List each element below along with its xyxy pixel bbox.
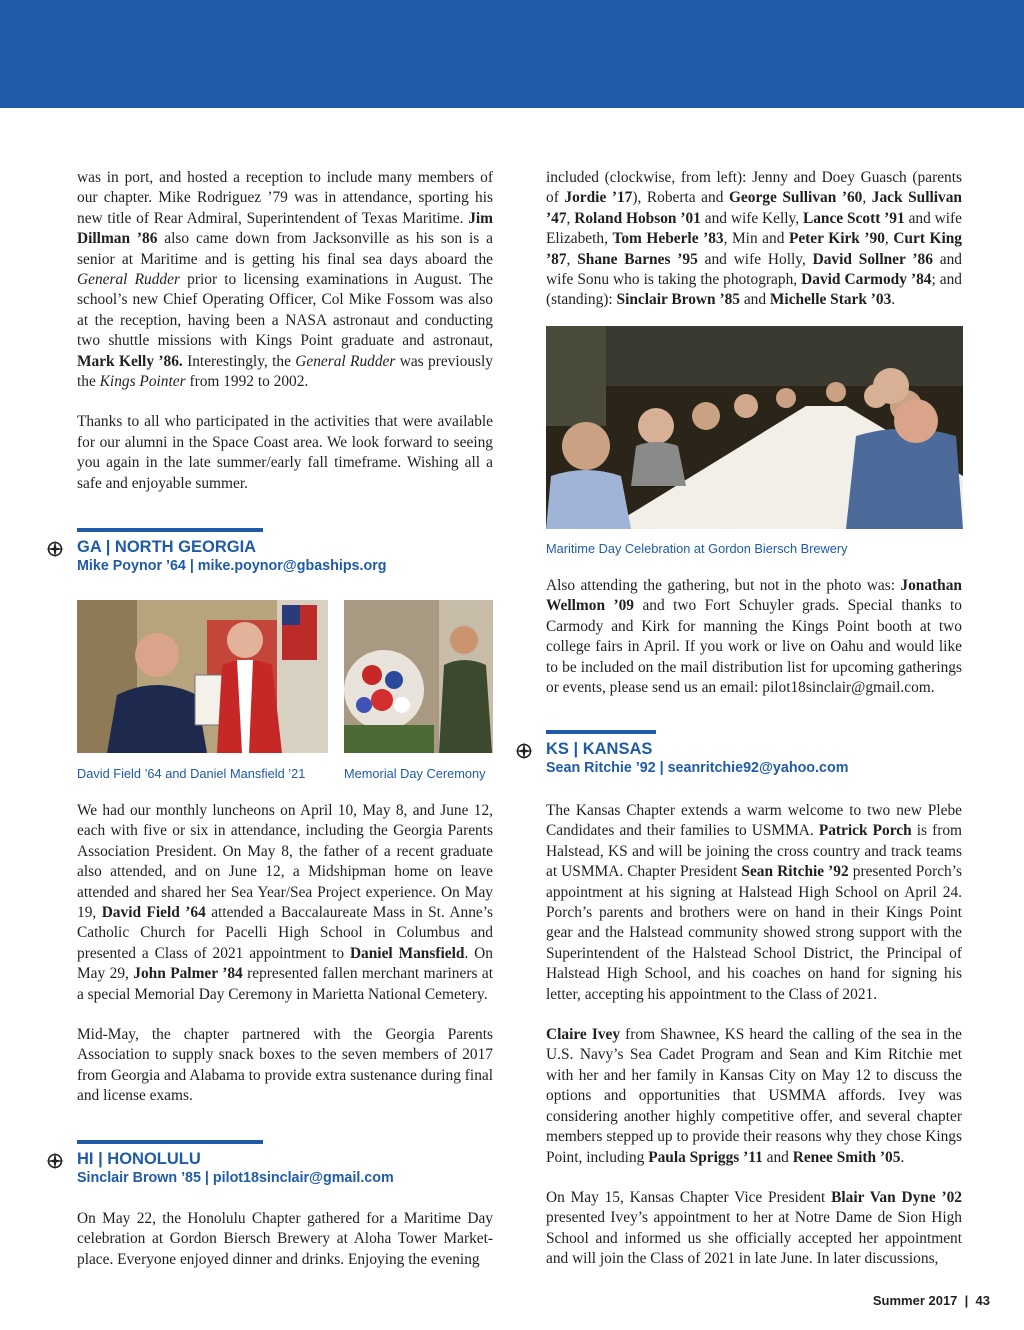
intro-paragraph-2: Thanks to all who participated in the activities that were available for our alumni in the Space Coast area. We look forward to seeing you again in the late summer/early fall timeframe. Wishing all a safe and enjoyable summer. <box>77 413 493 492</box>
section-title: GA | NORTH GEORGIA <box>77 538 257 556</box>
right-column-intro <box>546 168 962 311</box>
caption-memorial-day: Memorial Day Ceremony <box>344 766 486 781</box>
page-number: 43 <box>975 1293 990 1308</box>
page-footer <box>873 1293 990 1308</box>
hi-paragraph-1: On May 22, the Honolulu Chapter gathered for a Maritime Day celebration at Gordon Biersch Brewery at Aloha Tower Market-place. Everyone enjoyed dinner and drinks. Enjoying the evening <box>77 1210 493 1268</box>
right-column-hi-cont <box>546 576 962 698</box>
section-title: HI | HONOLULU <box>77 1150 201 1168</box>
hi-section-header <box>77 1140 497 1190</box>
photo-memorial-day <box>344 600 493 753</box>
photo-field-mansfield <box>77 600 328 753</box>
ks-paragraph-1: The Kansas Chapter extends a warm welcome to two new Plebe Candidates and their families to USMMA. Patrick Porch is from Halstead, KS and will be joining the cross country and track teams at USMMA. Chapter President Sean Ritchie ’92 presented Porch’s appointment at his signing at Halstead High School on April 24. Porch’s parents and brothers were on hand in their Kings Point gear and the Halstead community showed strong support with the Superintendent of the Halstead School District, the Principal of Halstead High School, and his coaches on hand for signing his letter, accepting his appointment to the Class of 2021. <box>546 802 963 1003</box>
intro-paragraph-1: was in port, and hosted a reception to include many members of our chapter. Mike Rodriguez ’79 was in attendance, sporting his new title of Rear Admiral, Superintendent of Texas Maritime. Jim Dillman ’86 also came down from Jacksonville as his son is a senior at Maritime and is getting his final sea days aboard the General Rudder prior to licensing examinations in August. The school’s new Chief Operating Officer, Col Mike Fossom was also at the reception, having been a NASA astronaut and conducting two shuttle missions with Kings Point graduate and astronaut, Mark Kelly ’86. Interestingly, the General Rudder was previously the Kings Pointer from 1992 to 2002. <box>77 169 493 391</box>
section-rule <box>546 730 656 734</box>
caption-field-mansfield: David Field ’64 and Daniel Mansfield ’21 <box>77 766 306 781</box>
section-rule <box>77 528 263 532</box>
caption-maritime-day: Maritime Day Celebration at Gordon Biersch Brewery <box>546 541 848 556</box>
hi-body <box>77 1209 493 1270</box>
section-title: KS | KANSAS <box>546 740 653 758</box>
ks-paragraph-3: On May 15, Kansas Chapter Vice President Blair Van Dyne ’02 presented Ivey’s appointment to her at Notre Dame de Sion High School and informed us she officially accepted her appointment and will join the Class of 2021 in late June. In later discussions, <box>546 1188 962 1268</box>
section-contact: Mike Poynor ’64 | mike.poynor@gbaships.org <box>77 558 387 574</box>
compass-icon <box>515 742 533 760</box>
hi-paragraph-continued: included (clockwise, from left): Jenny and Doey Guasch (parents of Jordie ’17), Roberta and George Sullivan ’60, Jack Sullivan ’47, Roland Hobson ’01 and wife Kelly, Lance Scott ’91 and wife Elizabeth, Tom Heberle ’83, Min and Peter Kirk ’90, Curt King ’87, Shane Barnes ’95 and wife Holly, David Sollner ’86 and wife Sonu who is taking the photograph, David Carmody ’84; and (standing): Sinclair Brown ’85 and Michelle Stark ’03. <box>546 169 962 309</box>
ks-section-header <box>546 730 966 780</box>
ks-body <box>546 801 962 1270</box>
footer-separator: | <box>964 1293 969 1308</box>
left-column-intro <box>77 168 493 514</box>
header-bar <box>0 0 1024 108</box>
ga-paragraph-1: We had our monthly luncheons on April 10, May 8, and June 12, each with five or six in attendance, including the Georgia Parents Association President. On May 8, the father of a recent graduate also attended, and on June 12, a Midshipman home on leave attended and shared her Sea Year/Sea Project experience. On May 19, David Field ’64 attended a Baccalaureate Mass in St. Anne’s Catholic Church for Pacelli High School in Columbus and presented a Class of 2021 appointment to Daniel Mansfield. On May 29, John Palmer ’84 represented fallen merchant mariners at a special Memorial Day Ceremony in Marietta National Cemetery. <box>77 802 493 1003</box>
issue-label: Summer 2017 <box>872 1293 958 1308</box>
compass-icon <box>46 540 64 558</box>
ks-paragraph-2: Claire Ivey from Shawnee, KS heard the calling of the sea in the U.S. Navy’s Sea Cadet Program and Sean and Kim Ritchie met with her and her family in Kansas City on May 12 to discuss the options and opportunities that USMMA affords. Ivey was considering another highly competitive offer, and several chapter members stepped up to provide their reasons why they chose Kings Point, including Paula Spriggs ’11 and Renee Smith ’05. <box>546 1026 963 1166</box>
photo-maritime-day <box>546 326 963 529</box>
section-contact: Sean Ritchie ’92 | seanritchie92@yahoo.com <box>546 760 849 776</box>
compass-icon <box>46 1152 64 1170</box>
hi-paragraph-2: Also attending the gathering, but not in the photo was: Jonathan Wellmon ’09 and two Fort Schuyler grads. Special thanks to Carmody and Kirk for manning the Kings Point booth at two college fairs in April. If you work or live on Oahu and would like to be included on the mail distribution list for upcoming gatherings or events, please send us an email: pilot18sinclair@gmail.com. <box>546 577 962 697</box>
ga-section-header <box>77 528 497 578</box>
section-rule <box>77 1140 263 1144</box>
section-contact: Sinclair Brown ’85 | pilot18sinclair@gmail.com <box>77 1170 394 1186</box>
ga-paragraph-2: Mid-May, the chapter partnered with the Georgia Parents Association to supply snack boxes to the seven members of 2017 from Georgia and Alabama to provide extra sustenance during final and license exams. <box>77 1026 493 1105</box>
ga-body <box>77 801 493 1127</box>
